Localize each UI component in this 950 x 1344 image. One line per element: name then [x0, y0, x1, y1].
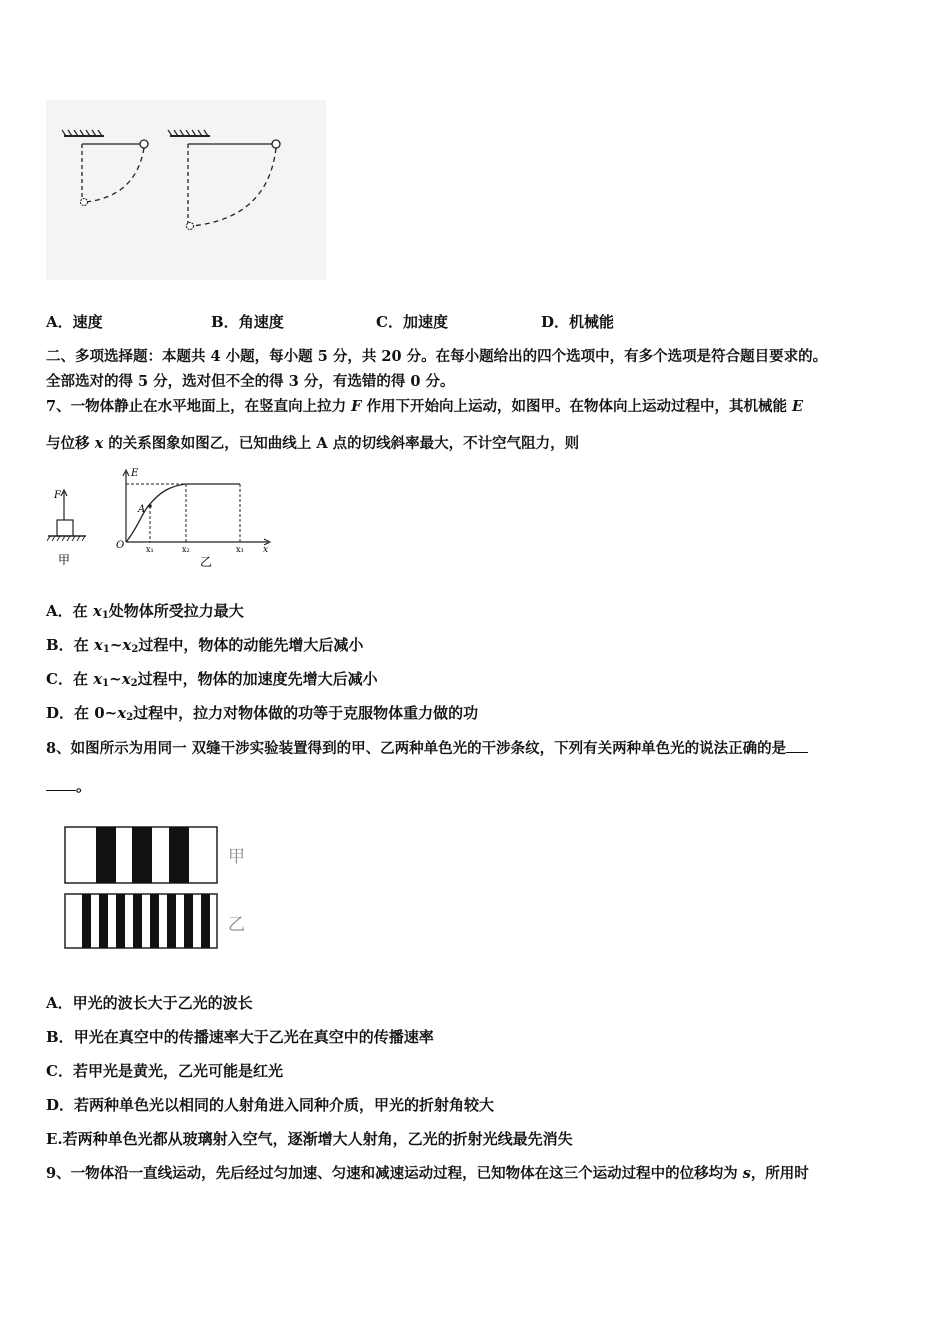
q6-option-a[interactable]: A．速度 [46, 313, 103, 331]
q7-E-axis-label: E [131, 468, 139, 479]
q7-point-A-label: A [138, 504, 146, 515]
q7-option-b[interactable]: B．在 $x_1\sim x_2$过程中，物体的动能先增大后减小 [46, 636, 364, 655]
fringe-yi [65, 894, 245, 948]
q7-x2-tick: x₂ [182, 545, 190, 554]
q7-stem-line1: 7、一物体静止在水平地面上，在竖直向上拉力 F 作用下开始向上运动，如图甲。在物体向上运动过程中，其机械能 E [46, 398, 804, 415]
q8-option-e[interactable]: E.若两种单色光都从玻璃射入空气，逐渐增大人射角，乙光的折射光线最先消失 [46, 1130, 573, 1148]
q6-options [46, 311, 906, 333]
q7-figure-yi [116, 468, 270, 569]
q7-x-axis-label: x [263, 545, 269, 555]
q7-option-a[interactable]: A．在 $x_1$处物体所受拉力最大 [46, 602, 244, 621]
q7-stem-line2: 与位移 x 的关系图象如图乙，已知曲线上 A 点的切线斜率最大，不计空气阻力，则 [46, 435, 580, 452]
q8-option-c[interactable]: C．若甲光是黄光，乙光可能是红光 [46, 1062, 283, 1080]
q7-x3-tick: x₃ [236, 545, 244, 554]
q8-option-d[interactable]: D．若两种单色光以相同的人射角进入同种介质，甲光的折射角较大 [46, 1096, 495, 1114]
q9-stem: 9、一物体沿一直线运动，先后经过匀加速、匀速和减速运动过程，已知物体在这三个运动过程中的位移均为 s，所用时 [46, 1165, 809, 1182]
q7-F-label: F [54, 490, 61, 501]
q7-yi-label: 乙 [200, 555, 213, 569]
q6-option-d[interactable]: D．机械能 [541, 313, 615, 331]
q6-option-b[interactable]: B．角速度 [211, 313, 284, 331]
q6-option-c[interactable]: C．加速度 [376, 313, 448, 331]
q8-stem-blank: 。 [46, 775, 91, 796]
q8-stem: 8、如图所示为用同一 双缝干涉实验装置得到的甲、乙两种单色光的干涉条纹，下列有关两种单色光的说法正确的是 [46, 737, 808, 758]
fringe-jia-label: 甲 [228, 847, 245, 867]
fringe-yi-label: 乙 [228, 915, 245, 935]
pendulum-figure [46, 100, 326, 280]
section-2-header-line1: 二、多项选择题：本题共 4 小题，每小题 5 分，共 20 分。在每小题给出的四个选项中，有多个选项是符合题目要求的。 [46, 348, 828, 365]
q8-fringe-figure [62, 822, 262, 954]
q7-origin-label: O [116, 540, 125, 551]
q7-option-c[interactable]: C．在 $x_1\sim x_2$过程中，物体的加速度先增大后减小 [46, 670, 378, 689]
fringe-jia [65, 827, 245, 883]
q8-option-b[interactable]: B．甲光在真空中的传播速率大于乙光在真空中的传播速率 [46, 1028, 434, 1046]
q7-figure-jia [47, 490, 86, 567]
q8-option-a[interactable]: A．甲光的波长大于乙光的波长 [46, 994, 253, 1012]
q7-figure [46, 462, 286, 572]
q7-x1-tick: x₁ [146, 545, 154, 554]
q7-option-d[interactable]: D．在 $0\sim x_2$过程中，拉力对物体做的功等于克服物体重力做的功 [46, 704, 479, 723]
q7-jia-label: 甲 [58, 553, 71, 567]
section-2-header-line2: 全部选对的得 5 分，选对但不全的得 3 分，有选错的得 0 分。 [46, 373, 455, 390]
